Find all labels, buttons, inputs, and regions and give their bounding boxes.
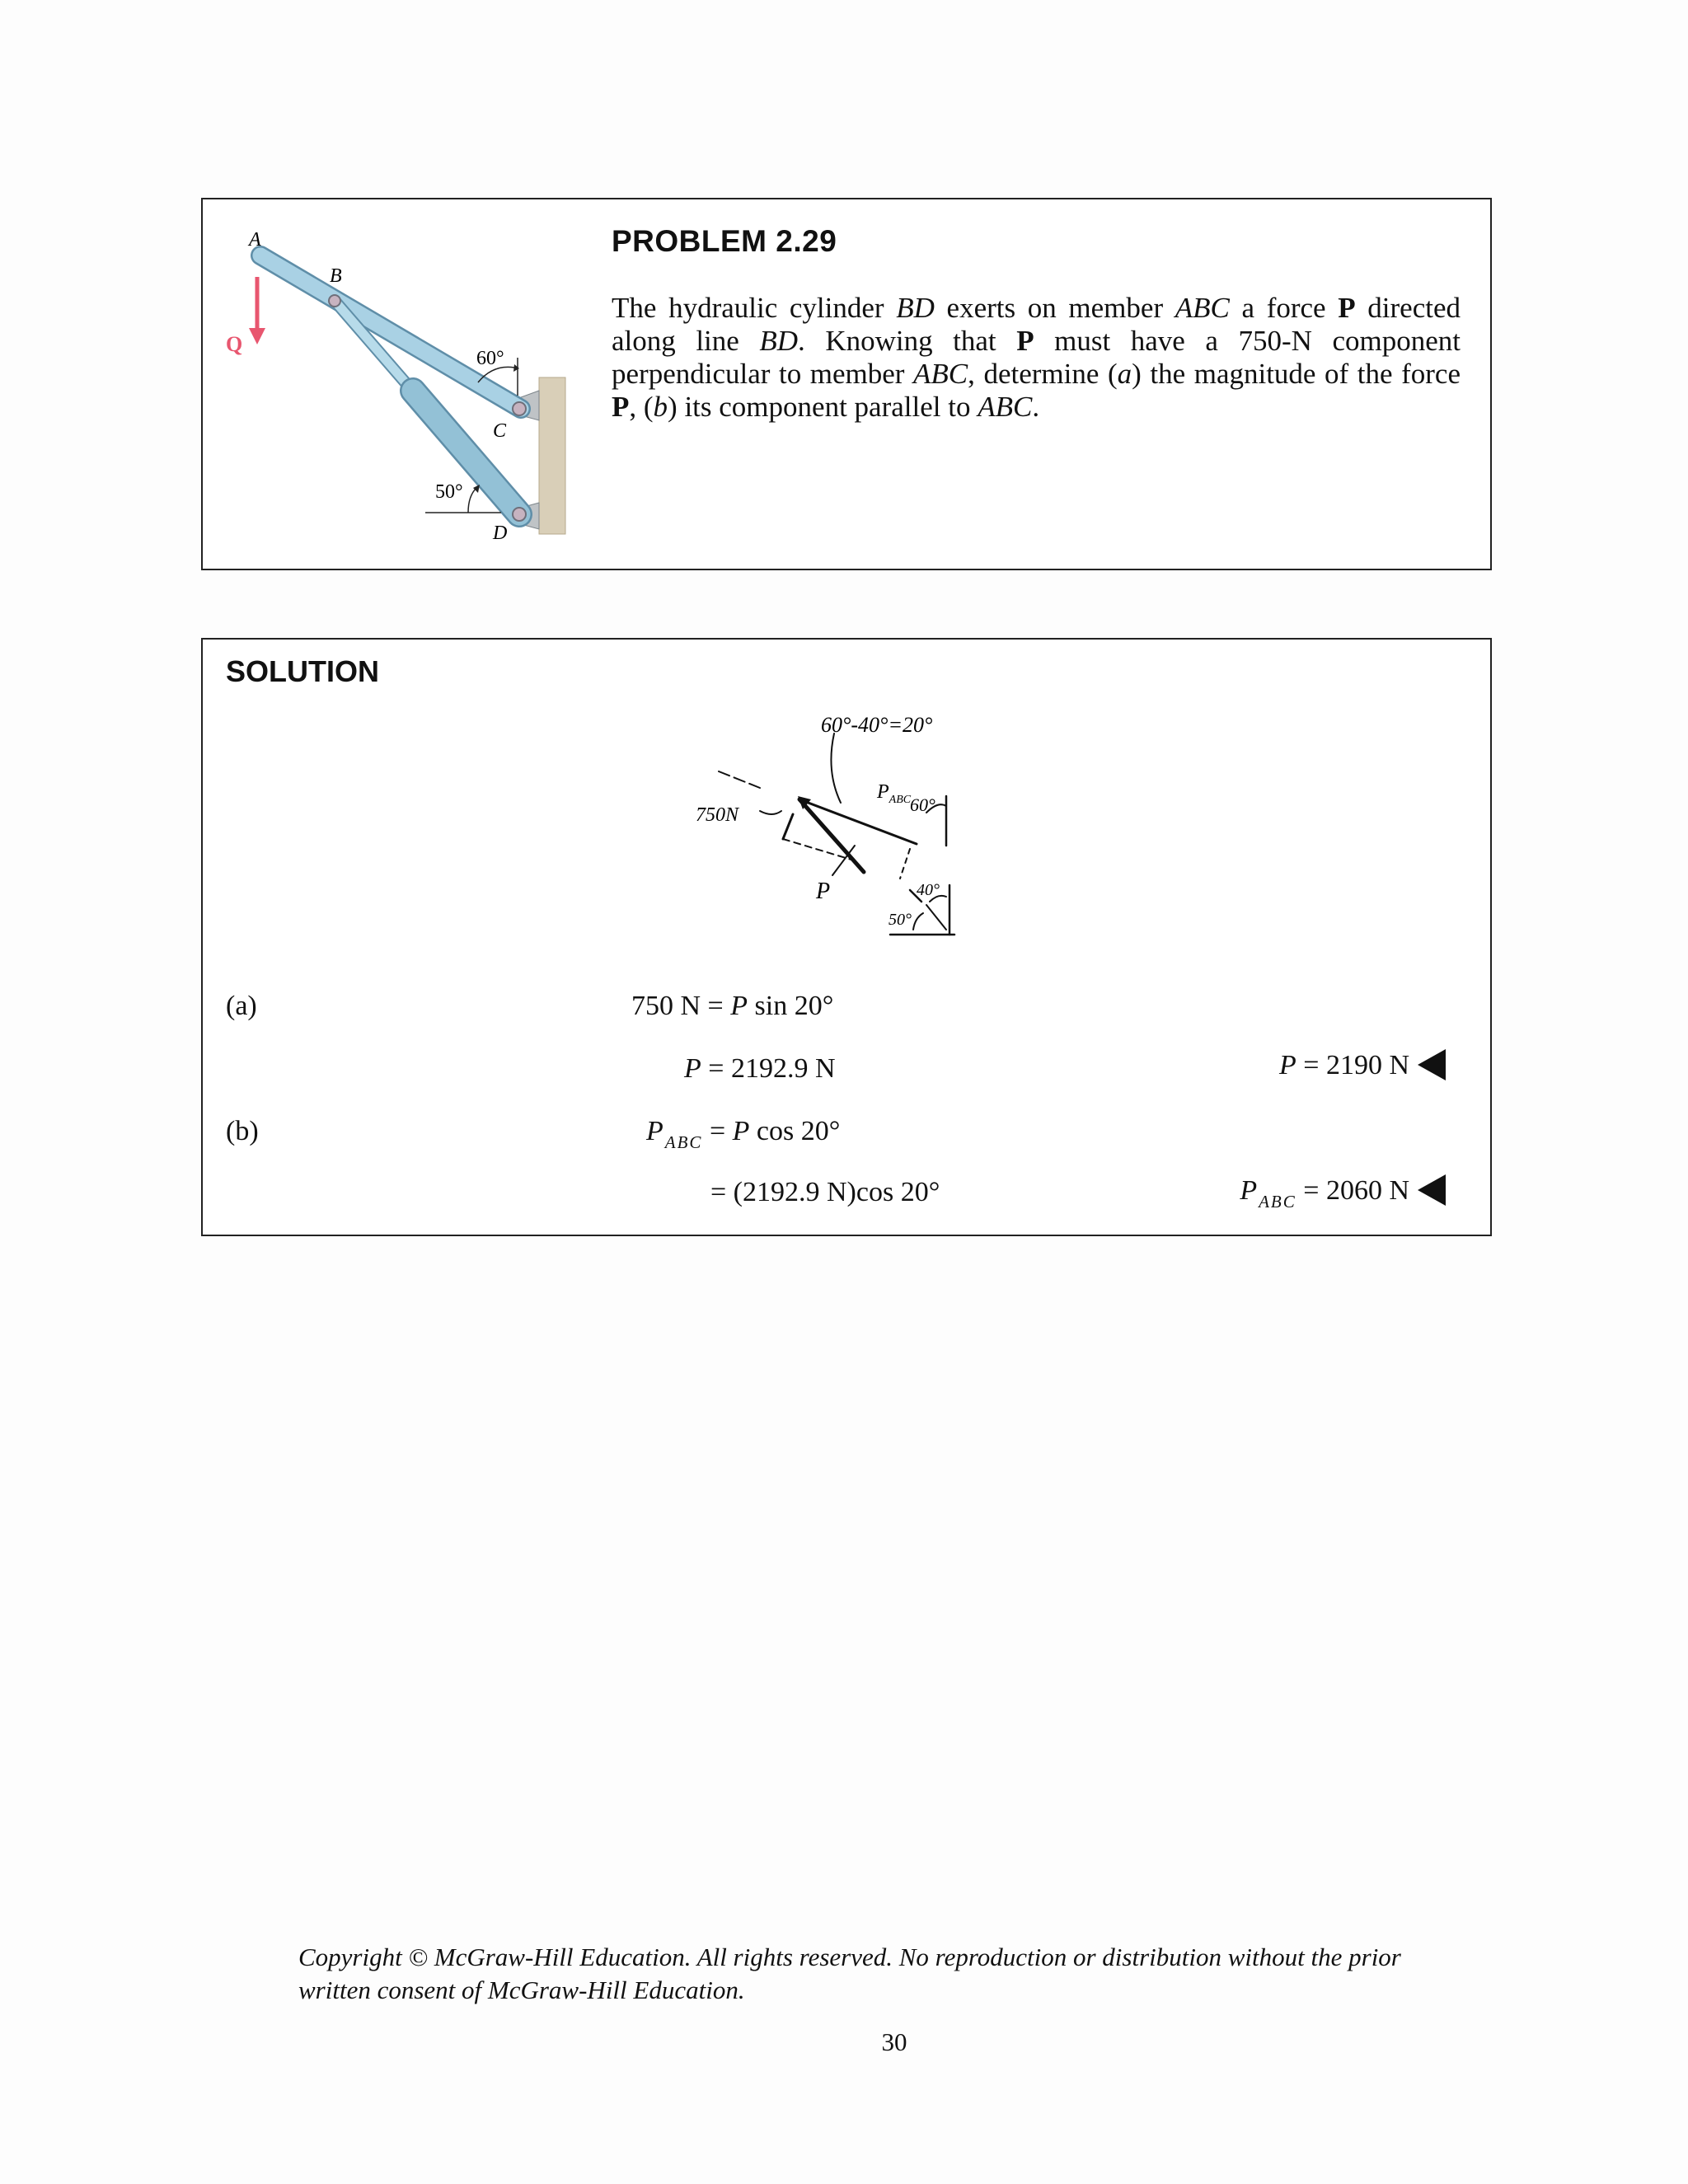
sketch-angle-40: 40° (917, 881, 940, 899)
sketch-angle-60: 60° (910, 794, 935, 815)
part-a-label: (a) (226, 991, 257, 1021)
solution-title: SOLUTION (226, 654, 379, 688)
part-a-eq1: 750 N = P sin 20° (631, 991, 834, 1021)
sketch-750n: 750N (696, 804, 739, 826)
part-a-answer: P = 2190 N (1279, 1050, 1446, 1083)
label-q: Q (226, 332, 243, 356)
sketch-angle-diff: 60°-40°=20° (821, 714, 933, 737)
label-b: B (330, 265, 342, 287)
label-a: A (249, 229, 261, 251)
part-b-eq2: = (2192.9 N)cos 20° (710, 1177, 940, 1207)
copyright-notice (298, 1941, 1452, 2007)
label-angle-60: 60° (476, 348, 504, 369)
problem-box (201, 198, 1492, 570)
problem-figure (203, 199, 582, 562)
copyright-line-2: written consent of McGraw-Hill Education. (298, 1975, 745, 2004)
solution-sketch (694, 714, 1040, 977)
pin-d (513, 508, 526, 521)
answer-marker-icon (1418, 1049, 1446, 1080)
answer-marker-icon (1418, 1174, 1446, 1206)
pin-b (329, 295, 340, 307)
sketch-pabc: $P_{ABC}$ (877, 781, 912, 806)
part-b-label: (b) (226, 1116, 259, 1146)
wall-support (539, 377, 565, 534)
problem-statement: The hydraulic cylinder BD exerts on member ABC a force P directed along line BD. Knowing that P must have a 750-N component perpendicular to member ABC, determine (a) the magnitude of the force P, (b) its component parallel to ABC. (612, 292, 1461, 423)
label-c: C (493, 420, 507, 442)
sketch-angle-50: 50° (889, 911, 912, 929)
copyright-line-1: Copyright © McGraw-Hill Education. All rights reserved. No reproduction or distribution without the prior (298, 1943, 1401, 1971)
solution-box (201, 638, 1492, 1236)
label-d: D (493, 523, 508, 544)
part-b-eq1: $P_{ABC} = P$ cos 20° (646, 1116, 841, 1152)
pin-c (513, 402, 526, 415)
page-number: 30 (881, 2027, 907, 2056)
part-a-eq2: P = 2192.9 N (684, 1053, 836, 1084)
part-b-answer: $P_{ABC} = 2060$ N (1240, 1175, 1446, 1208)
problem-title: PROBLEM 2.29 (612, 224, 837, 258)
sketch-p: P (816, 879, 831, 904)
label-angle-50: 50° (435, 481, 463, 503)
